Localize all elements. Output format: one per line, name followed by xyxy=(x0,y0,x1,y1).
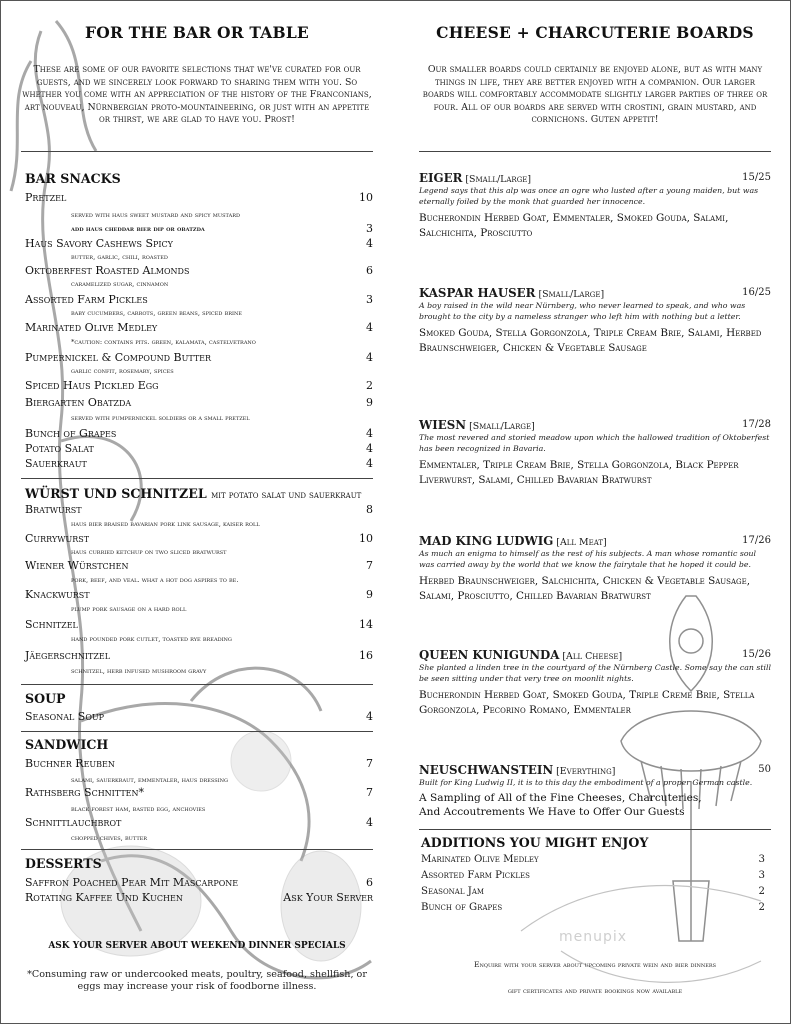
item-name: Buchner Reuben xyxy=(25,757,115,770)
board-size: [All Cheese] xyxy=(562,651,623,662)
board-size: [Everything] xyxy=(556,766,616,777)
item-description: *caution: contains pits. green, kalamata, castelvetrano xyxy=(71,338,256,346)
wurst-subheading: mit potato salat und sauerkraut xyxy=(211,490,362,501)
wurst-heading xyxy=(25,486,361,501)
item-name: Pretzel xyxy=(25,191,67,204)
board-queen-kunigunda xyxy=(419,648,771,728)
board-mad-king-ludwig xyxy=(419,534,771,614)
consumer-advisory: *Consuming raw or undercooked meats, poultry, seafood, shellfish, or eggs may increase your risk of foodborne illness. xyxy=(27,969,367,992)
divider xyxy=(21,478,373,479)
addition-name: Assorted Farm Pickles xyxy=(421,870,530,881)
board-price: 16/25 xyxy=(742,287,771,298)
board-name xyxy=(419,171,531,185)
menu-item xyxy=(25,442,373,456)
board-story: She planted a linden tree in the courtyard of the Nürnberg Castle. Some say the can still be seen sitting under that very tree on moonlit nights. xyxy=(419,663,772,683)
board-name xyxy=(419,418,535,432)
item-name: Bratwurst xyxy=(25,503,82,516)
item-price: 7 xyxy=(366,786,373,799)
board-story: As much an enigma to himself as the rest of his subjects. A man whose romantic soul was carried away by the world that we know the fairytale that he hoped it could be. xyxy=(419,549,757,569)
addition-price: 3 xyxy=(758,870,765,881)
item-description: baby cucumbers, carrots, green beans, spiced brine xyxy=(71,309,243,317)
menu-item xyxy=(25,786,373,800)
divider xyxy=(419,829,771,830)
bar-snacks-heading: BAR SNACKS xyxy=(25,171,121,186)
board-size: [Small/Large] xyxy=(538,289,605,300)
board-eiger xyxy=(419,171,771,251)
item-name: Haus Savory Cashews Spicy xyxy=(25,237,173,250)
item-price: 8 xyxy=(366,503,373,516)
addon-price: 3 xyxy=(366,222,373,235)
item-price: 4 xyxy=(366,321,373,334)
item-price: 4 xyxy=(366,237,373,250)
addition-item xyxy=(421,853,765,867)
item-price: 4 xyxy=(366,427,373,440)
board-story: A boy raised in the wild near Nürnberg, who never learned to speak, and who was brought to the city by a nameless stranger who left him with nothing but a letter. xyxy=(419,301,746,321)
boards-intro: Our smaller boards could certainly be enjoyed alone, but as with many things in life, they are better enjoyed with a companion. Our larger boards will comfortably accommodate slightly larger parties of three or four. All of our boards are served with crostini, grain mustard, and cornichons. Guten appetit! xyxy=(422,64,768,126)
additions-heading: ADDITIONS YOU MIGHT ENJOY xyxy=(421,835,649,850)
item-price: 4 xyxy=(366,816,373,829)
item-description: garlic confit, rosemary, spices xyxy=(71,367,174,375)
item-price: 4 xyxy=(366,457,373,470)
item-description: butter, garlic, chili, roasted xyxy=(71,253,168,261)
addition-price: 2 xyxy=(758,902,765,913)
item-price: Ask Your Server xyxy=(283,891,373,904)
menu-item xyxy=(25,191,373,205)
addition-price: 3 xyxy=(758,854,765,865)
item-price: 9 xyxy=(366,588,373,601)
addition-name: Marinated Olive Medley xyxy=(421,854,539,865)
item-addon: add haus cheddar bier dip or obatzda xyxy=(71,225,205,233)
item-name: Assorted Farm Pickles xyxy=(25,293,148,306)
board-contents: Smoked Gouda, Stella Gorgonzola, Triple Cream Brie, Salami, Herbed Braunschweiger, Chicken & Vegetable Sausage xyxy=(419,327,762,354)
item-price: 14 xyxy=(359,618,373,631)
divider xyxy=(21,731,373,732)
item-name: Biergarten Obatzda xyxy=(25,396,132,409)
item-name: Seasonal Soup xyxy=(25,710,104,723)
board-size: [Small/Large] xyxy=(465,174,532,185)
menu-item xyxy=(25,559,373,573)
boards-title: CHEESE + CHARCUTERIE BOARDS xyxy=(436,23,754,42)
addition-item xyxy=(421,901,765,915)
menu-item xyxy=(25,293,373,307)
board-price: 15/26 xyxy=(742,649,771,660)
item-price: 3 xyxy=(366,293,373,306)
addition-price: 2 xyxy=(758,886,765,897)
menu-item xyxy=(25,876,373,890)
divider xyxy=(419,151,771,152)
board-title: WIESN xyxy=(419,418,467,432)
item-price: 16 xyxy=(359,649,373,662)
watermark: menupix xyxy=(559,929,628,945)
menu-item xyxy=(25,649,373,663)
divider xyxy=(21,684,373,685)
item-name: Spiced Haus Pickled Egg xyxy=(25,379,159,392)
item-name: Wiener Würstchen xyxy=(25,559,129,572)
menu-item xyxy=(25,427,373,441)
board-title: QUEEN KUNIGUNDA xyxy=(419,648,560,662)
item-name: Currywurst xyxy=(25,532,90,545)
item-description: schnitzel, herb infused mushroom gravy xyxy=(71,667,207,675)
board-name xyxy=(419,534,607,548)
menu-item xyxy=(25,588,373,602)
divider xyxy=(21,151,373,152)
item-description: served with haus sweet mustard and spicy mustard xyxy=(71,211,240,219)
board-contents: Emmentaler, Triple Cream Brie, Stella Gorgonzola, Black Pepper Liverwurst, Salami, Chilled Bavarian Bratwurst xyxy=(419,459,739,486)
menu-item xyxy=(25,379,373,393)
item-price: 9 xyxy=(366,396,373,409)
board-size: [All Meat] xyxy=(556,537,607,548)
board-contents: Bucherondin Herbed Goat, Emmentaler, Smoked Gouda, Salami, Salchichita, Prosciutto xyxy=(419,212,729,239)
item-name: Schnitzel xyxy=(25,618,78,631)
board-story: Legend says that this alp was once an ogre who lusted after a young maiden, but was eternally foiled by the monk that guarded her innocence. xyxy=(419,186,759,206)
board-title: MAD KING LUDWIG xyxy=(419,534,554,548)
menu-item xyxy=(25,351,373,365)
item-name: Rotating Kaffee Und Kuchen xyxy=(25,891,183,904)
addition-name: Bunch of Grapes xyxy=(421,902,503,913)
board-name xyxy=(419,286,604,300)
gift-certificates-note: gift certificates and private bookings now available xyxy=(507,986,683,995)
board-story: The most revered and storied meadow upon which the hallowed tradition of Oktoberfest has been recognized in Bavaria. xyxy=(419,433,770,453)
menu-item xyxy=(25,618,373,632)
item-name: Schnittlauchbrot xyxy=(25,816,122,829)
menu-item xyxy=(25,264,373,278)
item-price: 6 xyxy=(366,264,373,277)
item-name: Pumpernickel & Compound Butter xyxy=(25,351,212,364)
board-title: NEUSCHWANSTEIN xyxy=(419,763,554,777)
addition-item xyxy=(421,885,765,899)
item-name: Oktoberfest Roasted Almonds xyxy=(25,264,190,277)
menu-item xyxy=(25,396,373,410)
item-description: haus curried ketchup on two sliced bratwurst xyxy=(71,548,227,556)
item-description: black forest ham, basted egg, anchovies xyxy=(71,805,206,813)
item-name: Marinated Olive Medley xyxy=(25,321,158,334)
item-name: Knackwurst xyxy=(25,588,90,601)
menu-item xyxy=(25,321,373,335)
item-description: plump pork sausage on a hard roll xyxy=(71,605,187,613)
menu-item xyxy=(25,237,373,251)
addition-name: Seasonal Jam xyxy=(421,886,485,897)
divider xyxy=(21,849,373,850)
item-name: Saffron Poached Pear Mit Mascarpone xyxy=(25,876,239,889)
board-price: 17/28 xyxy=(742,419,771,430)
weekend-specials-note: ASK YOUR SERVER ABOUT WEEKEND DINNER SPECIALS xyxy=(48,941,346,951)
board-story: Built for King Ludwig II, it is to this day the embodiment of a proper German castle. xyxy=(419,778,753,787)
item-description: caramelized sugar, cinnamon xyxy=(71,280,169,288)
board-kaspar-hauser xyxy=(419,286,771,376)
addon-price-row xyxy=(25,222,373,234)
board-title: KASPAR HAUSER xyxy=(419,286,536,300)
wurst-heading-text: WÜRST UND SCHNITZEL xyxy=(25,486,207,501)
item-name: Potato Salat xyxy=(25,442,94,455)
item-name: Jäegerschnitzel xyxy=(25,649,111,662)
board-price: 50 xyxy=(758,764,771,775)
item-name: Sauerkraut xyxy=(25,457,87,470)
sandwich-heading: SANDWICH xyxy=(25,737,109,752)
menu-item xyxy=(25,710,373,724)
menu-item xyxy=(25,757,373,771)
menu-item xyxy=(25,891,373,905)
item-description: chopped chives, butter xyxy=(71,834,148,842)
item-price: 4 xyxy=(366,710,373,723)
menu-item xyxy=(25,503,373,517)
soup-heading: SOUP xyxy=(25,691,66,706)
item-description: pork, beef, and veal. what a hot dog aspires to be. xyxy=(71,576,239,584)
item-price: 7 xyxy=(366,757,373,770)
item-price: 10 xyxy=(359,191,373,204)
board-name xyxy=(419,763,615,777)
addition-item xyxy=(421,869,765,883)
board-name xyxy=(419,648,622,662)
menu-item xyxy=(25,457,373,471)
item-price: 7 xyxy=(366,559,373,572)
item-price: 4 xyxy=(366,442,373,455)
board-wiesn xyxy=(419,418,771,498)
board-size: [Small/Large] xyxy=(469,421,535,432)
board-contents: Herbed Braunschweiger, Salchichita, Chicken & Vegetable Sausage, Salami, Prosciutto, Chilled Bavarian Bratwurst xyxy=(419,575,751,602)
item-price: 10 xyxy=(359,532,373,545)
board-price: 15/25 xyxy=(742,172,771,183)
board-title: EIGER xyxy=(419,171,463,185)
bar-table-intro: These are some of our favorite selections that we've curated for our guests, and we sincerely look forward to sharing them with you. So whether you come with an appreciation of the history of the Franconians, art nouveau, Nürnbergian proto-mountaineering, or just with an appetite or thirst, we are glad to have you. Prost! xyxy=(22,64,372,126)
menu-item xyxy=(25,816,373,830)
item-price: 2 xyxy=(366,379,373,392)
item-description: served with pumpernickel soldiers or a small pretzel xyxy=(71,414,250,422)
private-dinners-note: Enquire with your server about upcoming private wein and bier dinners xyxy=(473,960,717,969)
board-neuschwanstein xyxy=(419,763,771,823)
item-name: Bunch of Grapes xyxy=(25,427,117,440)
item-price: 6 xyxy=(366,876,373,889)
item-description: haus bier braised bavarian pork link sausage, kaiser roll xyxy=(71,520,260,528)
item-price: 4 xyxy=(366,351,373,364)
board-contents: Bucherondin Herbed Goat, Smoked Gouda, Triple Creme Brie, Stella Gorgonzola, Pecorino Romano, Emmentaler xyxy=(419,689,755,716)
board-contents: A Sampling of All of the Fine Cheeses, Charcuteries, And Accoutrements We Have to Offer Our Guests xyxy=(419,792,702,818)
menu-item xyxy=(25,532,373,546)
bar-table-title: FOR THE BAR OR TABLE xyxy=(85,23,309,42)
desserts-heading: DESSERTS xyxy=(25,856,102,871)
board-price: 17/26 xyxy=(742,535,771,546)
item-name: Rathsberg Schnitten* xyxy=(25,786,144,799)
item-description: salami, sauerkraut, emmentaler, haus dressing xyxy=(71,776,228,784)
item-description: hand pounded pork cutlet, toasted rye breading xyxy=(71,635,232,643)
